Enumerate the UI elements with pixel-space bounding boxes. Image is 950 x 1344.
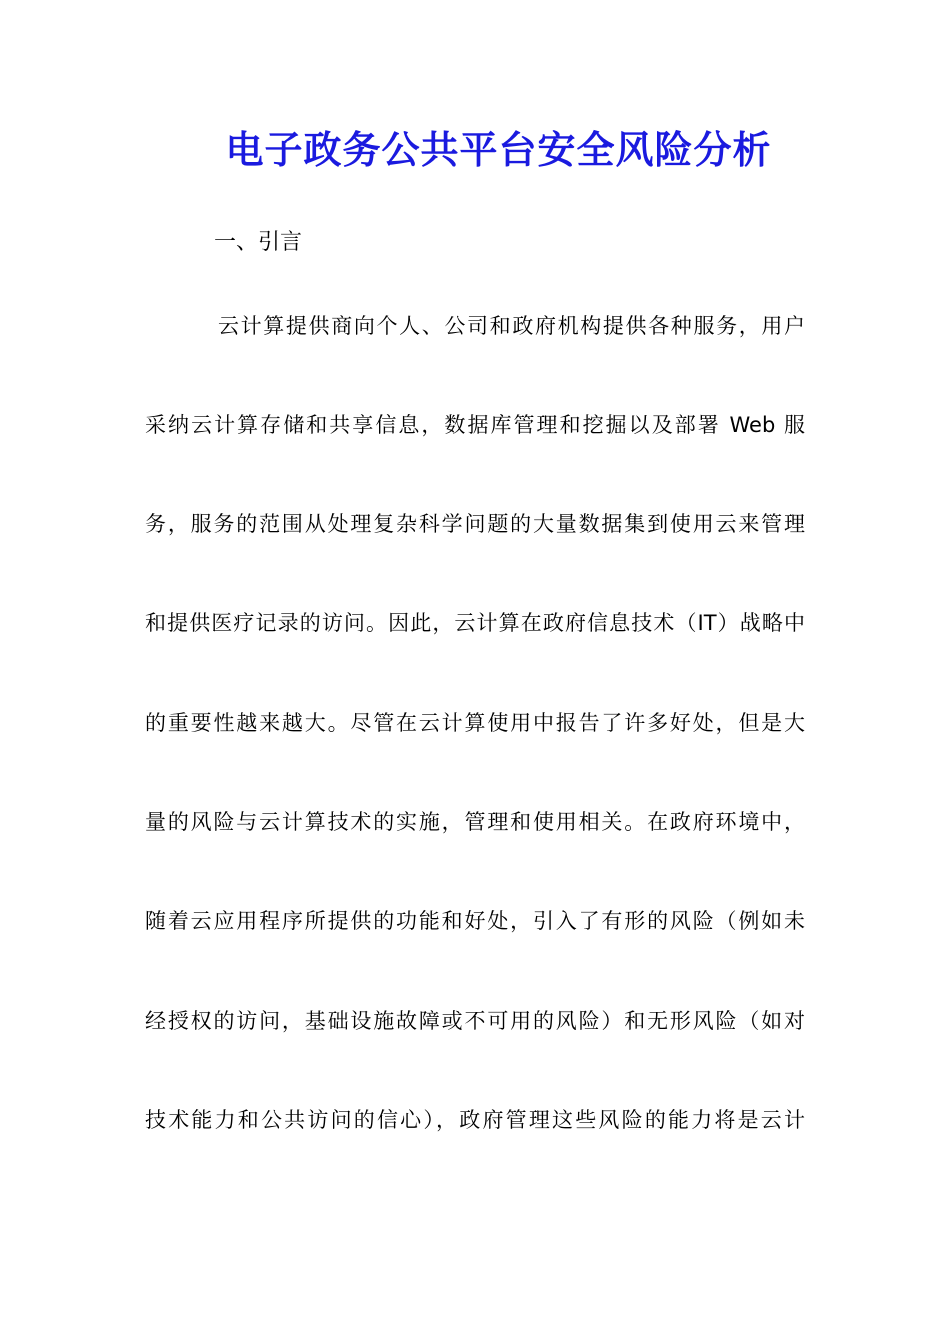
document-title: 电子政务公共平台安全风险分析 [225, 127, 772, 172]
paragraph-line: 经授权的访问，基础设施故障或不可用的风险）和无形风险（如对 [145, 1009, 805, 1033]
section-heading-introduction: 一、引言 [214, 230, 303, 255]
paragraph-line: 随着云应用程序所提供的功能和好处，引入了有形的风险（例如未 [145, 909, 805, 933]
paragraph-line: 采纳云计算存储和共享信息，数据库管理和挖掘以及部署 Web 服 [145, 413, 805, 437]
paragraph-line: 量的风险与云计算技术的实施，管理和使用相关。在政府环境中， [145, 810, 805, 834]
paragraph-line: 技术能力和公共访问的信心），政府管理这些风险的能力将是云计 [145, 1108, 805, 1132]
paragraph-line: 的重要性越来越大。尽管在云计算使用中报告了许多好处，但是大 [145, 711, 805, 735]
paragraph-line: 和提供医疗记录的访问。因此，云计算在政府信息技术（IT）战略中 [145, 611, 805, 635]
paragraph-line: 云计算提供商向个人、公司和政府机构提供各种服务，用户 [218, 314, 805, 338]
paragraph-line: 务，服务的范围从处理复杂科学问题的大量数据集到使用云来管理 [145, 512, 805, 536]
